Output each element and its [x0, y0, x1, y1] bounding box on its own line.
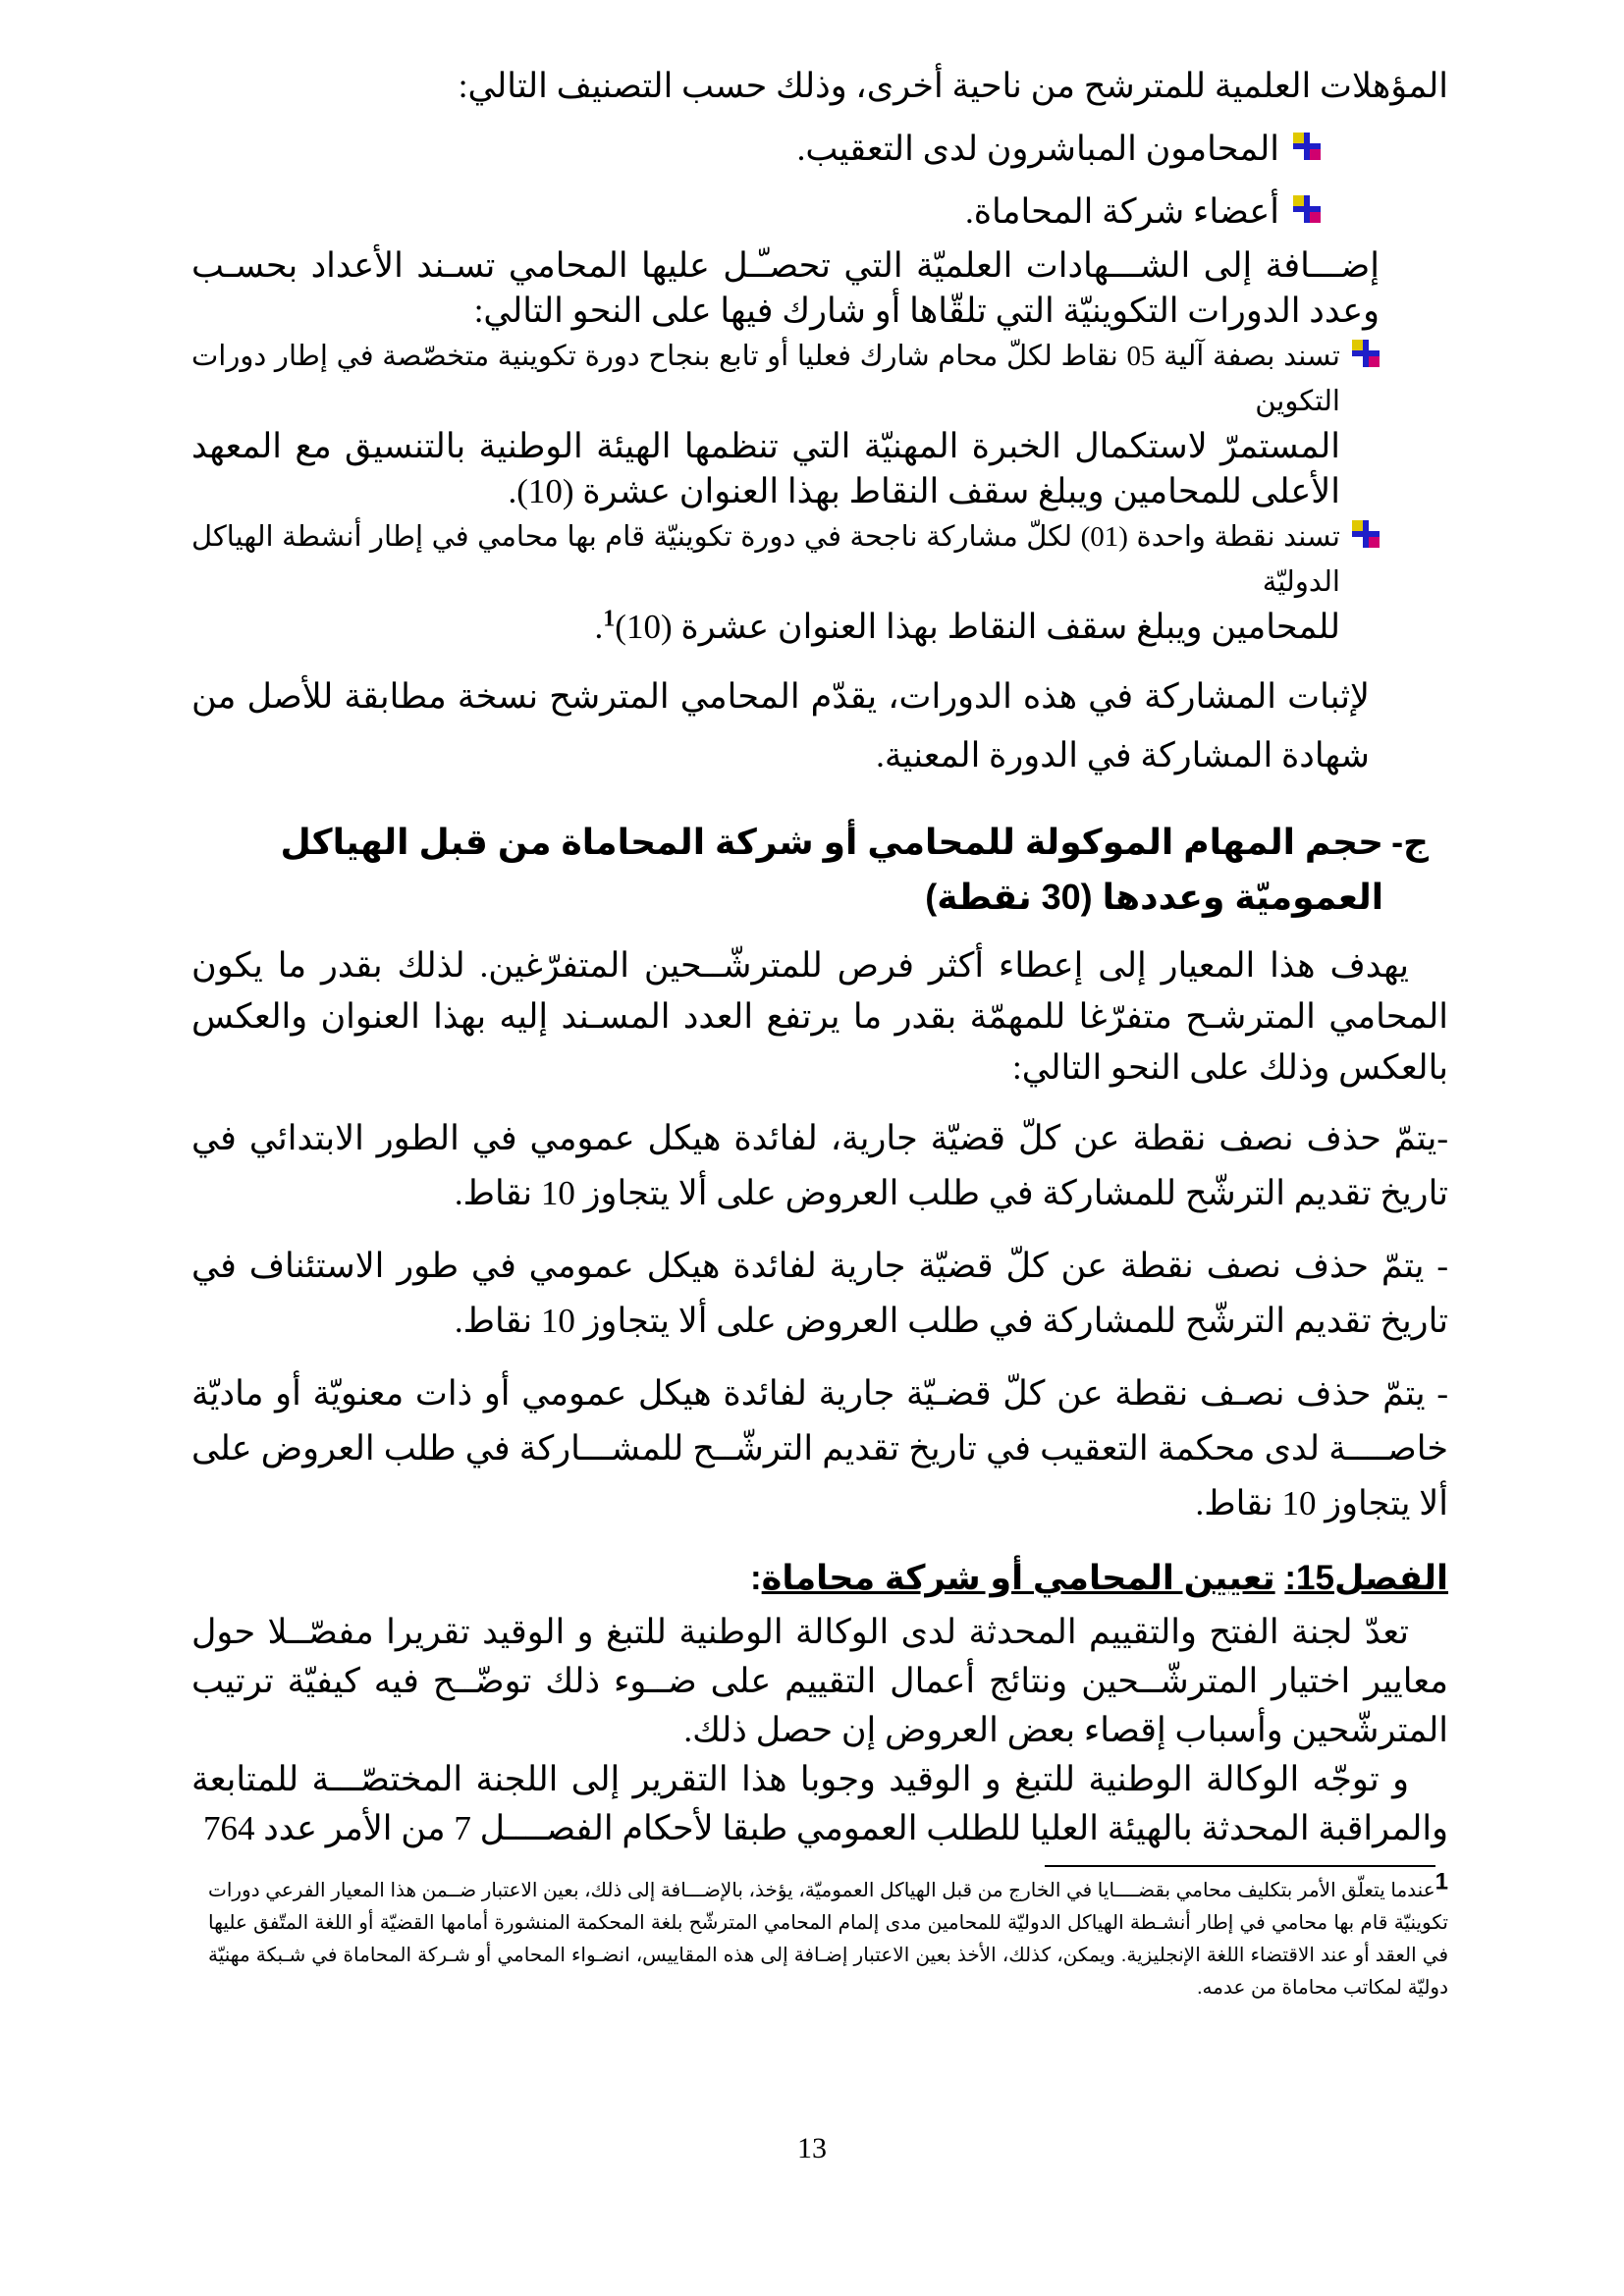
- article-label: الفصل15:: [1284, 1559, 1448, 1597]
- article-title: تعيين المحامي أو شركة محاماة: [761, 1559, 1275, 1597]
- rule-item: -يتمّ حذف نصف نقطة عن كلّ قضيّة جارية، لفائدة هيكل عمومي في الطور الابتدائي في تاريخ تقديم الترشّح للمشاركة في طلب العروض على ألا يتجاوز 10 نقاط.: [191, 1119, 1448, 1212]
- bullet-cross-icon: [1293, 195, 1321, 223]
- section-title: حجم المهام الموكولة للمحامي أو شركة المحاماة من قبل الهياكل العموميّة وعددها (30 نقطة): [280, 822, 1384, 917]
- section-label: ج-: [1391, 822, 1429, 862]
- training-lead: إضـــافة إلى الشـــهادات العلميّة التي تحصـّـل عليها المحامي تسـند الأعداد بحسـب وعدد الدورات التكوينيّة التي تلقّاها أو شارك فيها على النحو التالي:: [191, 246, 1380, 330]
- bullet-text: المستمرّ لاستكمال الخبرة المهنيّة التي تنظمها الهيئة الوطنية بالتنسيق مع المعهد الأعلى للمحامين ويبلغ سقف النقاط بهذا العنوان عشرة (10).: [191, 427, 1340, 510]
- list-item: [191, 185, 1448, 240]
- list-item: [191, 122, 1448, 177]
- rule-item: - يتمّ حذف نصـف نقطة عن كلّ قضـيّة جارية لفائدة هيكل عمومي أو ذات معنويّة أو ماديّة خاصــــة لدى محكمة التعقيب في تاريخ تقديم الترشّــح للمشـــاركة في طلب العروض على ألا يتجاوز 10 نقاط.: [191, 1374, 1448, 1522]
- list-item: [191, 334, 1448, 514]
- bullet-first-line: تسند بصفة آلية 05 نقاط لكلّ محام شارك فعليا أو تابع بنجاح دورة تكوينية متخصّصة في إطار دورات التكوين: [191, 341, 1341, 417]
- document-page: [191, 59, 1448, 1853]
- intro-lead: المؤهلات العلمية للمترشح من ناحية أخرى، وذلك حسب التصنيف التالي:: [458, 67, 1448, 105]
- bullet-cross-icon: [1352, 520, 1380, 548]
- bullet-text: المحامون المباشرون لدى التعقيب.: [796, 130, 1279, 168]
- bullet-text: أعضاء شركة المحاماة.: [964, 192, 1279, 231]
- footnote-ref: 1: [603, 606, 616, 632]
- footnote-text: عندما يتعلّق الأمر بتكليف محامي بقضــــايا في الخارج من قبل الهياكل العموميّة، يؤخذ، بالإضـــافة إلى ذلك، بعين الاعتبار ضــمن هذا المعيار الفرعي دورات تكوينيّة قام بها محامي في إطار أنشـطة الهياكل الدوليّة للمحامين مدى إلمام المحامي المترشّح بلغة المحكمة المنشورة أمامها القضيّة أو اللغة المتّفق عليها في العقد أو عند الاقتضاء اللغة الإنجليزية. ويمكن، كذلك، الأخذ بعين الاعتبار إضـافة إلى هذه المقاييس، انضـواء المحامي أو شـركة المحاماة في شـبكة مهنيّة دوليّة لمكاتب محاماة من عدمه.: [208, 1880, 1448, 1999]
- bullet-first-line: تسند نقطة واحدة (01) لكلّ مشاركة ناجحة في دورة تكوينيّة قام بها محامي في إطار أنشطة الهياكل الدوليّة: [191, 521, 1340, 598]
- article-paragraph: تعدّ لجنة الفتح والتقييم المحدثة لدى الوكالة الوطنية للتبغ و الوقيد تقريرا مفصّــلا حول معايير اختيار المترشّــحين ونتائج أعمال التقييم على ضــوء ذلك توضّــح فيه كيفيّة ترتيب المترشّحين وأسباب إقصاء بعض العروض إن حصل ذلك.: [191, 1613, 1448, 1749]
- section-intro: يهدف هذا المعيار إلى إعطاء أكثر فرص للمترشّــحين المتفرّغين. لذلك بقدر ما يكون المحامي المترشـح متفرّغا للمهمّة بقدر ما يرتفع العدد المسـند إليه بهذا العنوان والعكس بالعكس وذلك على النحو التالي:: [191, 946, 1448, 1087]
- bullet-text: للمحامين ويبلغ سقف النقاط بهذا العنوان عشرة (10): [615, 608, 1340, 646]
- footnote-mark: 1: [1435, 1868, 1448, 1896]
- section-heading: [191, 815, 1429, 925]
- training-proof: لإثبات المشاركة في هذه الدورات، يقدّم المحامي المترشح نسخة مطابقة للأصل من شهادة المشاركة في الدورة المعنية.: [191, 677, 1370, 774]
- list-item: تسند نقطة واحدة (01) لكلّ مشاركة ناجحة في دورة تكوينيّة قام بها محامي في إطار أنشطة الهياكل الدوليّة للمحامين ويبلغ سقف النقاط بهذا العنوان عشرة $(10)^1$.: [191, 514, 1448, 650]
- article-colon: :: [750, 1559, 762, 1597]
- bullet-cross-icon: [1293, 133, 1321, 160]
- page-number: 13: [797, 2132, 827, 2164]
- footnote: [208, 1868, 1448, 2004]
- rule-item: - يتمّ حذف نصف نقطة عن كلّ قضيّة جارية لفائدة هيكل عمومي في طور الاستئناف في تاريخ تقديم الترشّح للمشاركة في طلب العروض على ألا يتجاوز 10 نقاط.: [191, 1247, 1448, 1340]
- article-paragraph: و توجّه الوكالة الوطنية للتبغ و الوقيد وجوبا هذا التقرير إلى اللجنة المختصّـــة للمتابعة والمراقبة المحدثة بالهيئة العليا للطلب العمومي طبقا لأحكام الفصــــل 7 من الأمر عدد 764: [191, 1760, 1448, 1847]
- footnote-separator: [1045, 1865, 1435, 1867]
- bullet-cross-icon: [1352, 340, 1380, 367]
- article-heading: [191, 1551, 1448, 1606]
